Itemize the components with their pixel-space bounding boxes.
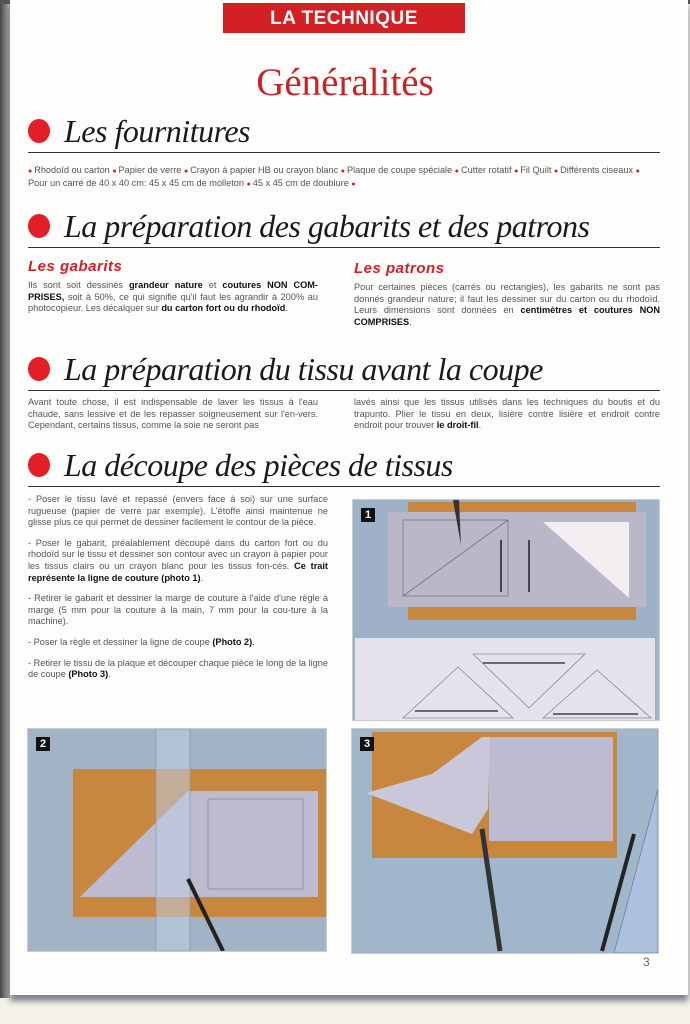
book-spine xyxy=(0,0,10,1024)
cutting-steps xyxy=(28,494,328,690)
subheading-gabarits: Les gabarits xyxy=(28,258,123,275)
supply-item: Rhodoïd ou carton xyxy=(34,165,110,175)
supply-item: Différents ciseaux xyxy=(560,165,634,175)
photo-3 xyxy=(351,728,659,954)
gabarits-column xyxy=(28,258,318,328)
step-paragraph: - Poser la règle et dessiner la ligne de coupe (Photo 2). xyxy=(28,636,255,647)
bullet-icon: ● xyxy=(183,168,191,175)
supply-item: Crayon à papier HB ou crayon blanc xyxy=(190,165,339,175)
photo-2 xyxy=(27,728,327,952)
bullet-icon: ● xyxy=(340,168,347,175)
photo-1-illustration xyxy=(353,500,659,720)
bullet-dot-icon xyxy=(28,453,50,477)
bullet-icon: ● xyxy=(28,168,35,175)
section-heading xyxy=(28,205,660,248)
supply-item: Fil Quilt xyxy=(520,165,552,175)
next-page-edge xyxy=(0,998,690,1024)
subheading-patrons: Les patrons xyxy=(354,260,445,277)
page-number: 3 xyxy=(643,955,650,969)
photo-number-badge: 2 xyxy=(36,737,50,751)
section-tag: LA TECHNIQUE xyxy=(223,3,465,33)
section-title: Les fournitures xyxy=(64,113,250,149)
section-decoupe xyxy=(28,444,660,487)
bullet-dot-icon xyxy=(28,357,50,381)
supply-item: 45 x 45 cm de doublure xyxy=(252,177,349,188)
bullet-icon: ● xyxy=(635,168,640,175)
section-fournitures xyxy=(28,110,660,190)
page-title: Généralités xyxy=(256,61,434,104)
bullet-dot-icon xyxy=(28,119,50,143)
tissu-text-right: lavés ainsi que les tissus utilisés dans les techniques du boutis et du trapunto. Plier le tissu en deux, lisière contre lisière et endroit contre endroit pour trouver le droit-fil. xyxy=(354,397,660,431)
supply-item: Papier de verre xyxy=(118,165,182,175)
photo-2-illustration xyxy=(28,729,326,951)
photo-number-badge: 3 xyxy=(360,737,374,751)
bullet-icon: ● xyxy=(454,168,461,175)
section-preparation-tissu xyxy=(28,348,660,432)
patrons-column xyxy=(354,258,660,328)
photo-number-badge: 1 xyxy=(361,508,375,522)
supply-item: Cutter rotatif xyxy=(460,165,512,175)
step-paragraph: - Retirer le tissu de la plaque et découper chaque pièce le long de la ligne de coupe (Photo 3). xyxy=(28,657,328,680)
photo-3-illustration xyxy=(352,729,658,953)
step-paragraph: - Poser le tissu lavé et repassé (envers face à soi) sur une surface rugueuse (papier de verre par exemple). L'étoffe ainsi maintenue ne glisse plus ce qui permet de dessiner facilement le contour de la pièce. xyxy=(28,494,328,528)
step-paragraph: - Poser le gabarit, préalablement découpé dans du carton fort ou du rhodoïd sur le tissu et dessiner son contour avec un crayon à papier pour les tissus clairs ou un crayon blanc pour les tissus fon-cés. Ce trait représente la ligne de couture (photo 1). xyxy=(28,537,328,583)
section-preparation-gabarits xyxy=(28,205,660,328)
bullet-icon: ● xyxy=(112,168,119,175)
section-heading xyxy=(28,110,660,153)
supply-item: Pour un carré de 40 x 40 cm: 45 x 45 cm de molleton xyxy=(28,177,245,188)
bullet-icon: ● xyxy=(246,180,253,188)
section-title: La préparation des gabarits et des patrons xyxy=(64,208,590,244)
section-heading xyxy=(28,348,660,391)
section-title: La découpe des pièces de tissus xyxy=(64,447,453,483)
photo-1 xyxy=(352,499,660,721)
section-title: La préparation du tissu avant la coupe xyxy=(64,351,543,387)
section-heading xyxy=(28,444,660,487)
bullet-dot-icon xyxy=(28,214,50,238)
tissu-text-left: Avant toute chose, il est indispensable de laver les tissus à l'eau chaude, sans lessive et de les repasser soigneusement sur l'en-vers. Cependant, certains tissus, comme la soie ne seront pas xyxy=(28,397,318,431)
supplies-list xyxy=(28,165,660,190)
patrons-text: Pour certaines pièces (carrés ou rectangles), les gabarits ne sont pas donnés grandeur nature; il faut les dessiner sur du carton ou du rhodoïd. Leurs dimensions sont données en centimètres et coutures NON COMPRISES. xyxy=(354,282,660,327)
bullet-icon: ● xyxy=(514,168,521,175)
supply-item: Plaque de coupe spéciale xyxy=(346,165,453,175)
bullet-icon: ● xyxy=(351,180,356,188)
step-paragraph: - Retirer le gabarit et dessiner la marge de couture à l'aide d'une règle à marge (5 mm pour la couture à la main, 7 mm pour la cou-ture à la machine). xyxy=(28,593,328,627)
gabarits-text: Ils sont soit dessinés grandeur nature et coutures NON COM-PRISES, soit à 50%, ce qui signifie qu'il faut les agrandir à 200% au photocopieur. Les décalquer sur du carton fort ou du rhodoïd. xyxy=(28,280,318,314)
bullet-icon: ● xyxy=(553,168,561,175)
